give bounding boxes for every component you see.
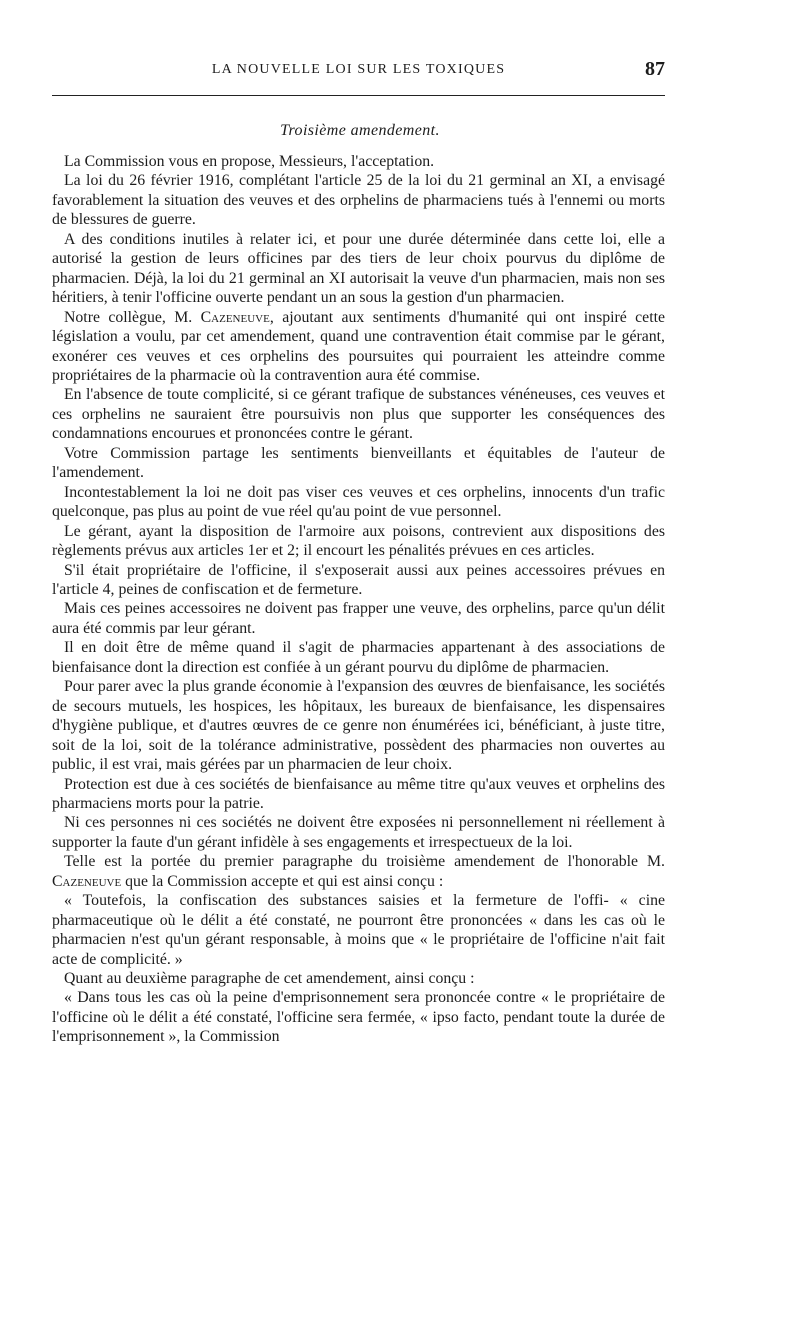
paragraph: Protection est due à ces sociétés de bienfaisance au même titre qu'aux veuves et orphelins des pharmaciens morts pour la patrie. [52,775,665,812]
page-number: 87 [645,58,665,80]
paragraph: A des conditions inutiles à relater ici, et pour une durée déterminée dans cette loi, elle a autorisé la gestion de leurs officines par des tiers de leur choix pourvus du diplôme de pharmacien. Déjà, la loi du 21 germinal an XI autorisait la veuve d'un pharmacien, mais non ses héritiers, à tenir l'officine ouverte pendant un an sous la gestion d'un pharmacien. [52,230,665,307]
paragraph: Votre Commission partage les sentiments bienveillants et équitables de l'auteur de l'amendement. [52,444,665,482]
paragraph: Quant au deuxième paragraphe de cet amendement, ainsi conçu : [64,970,475,988]
inline-text: que la Commission accepte et qui est ainsi conçu : [125,872,444,890]
section-title: Troisième amendement. [280,122,440,139]
paragraph: Il en doit être de même quand il s'agit de pharmacies appartenant à des associations de bienfaisance dont la direction est confiée à un gérant pourvu du diplôme de pharmacien. [52,639,665,676]
paragraph: S'il était propriétaire de l'officine, il s'exposerait aussi aux peines accessoires prévues en l'article 4, peines de confiscation et de fermeture. [52,561,665,598]
paragraph [52,852,665,891]
running-head: LA NOUVELLE LOI SUR LES TOXIQUES [211,62,506,77]
inline-text: ajoutant aux sentiments d'humanité qui ont inspiré cette législation a voulu, par cet amendement, quand une contravention était commise par le gérant, exonérer ces veuves et ces orphelins des poursuites qui pourraient les atteindre comme propriétaires de la pharmacie où la contravention aura été commise. [52,308,665,384]
paragraph: Mais ces peines accessoires ne doivent pas frapper une veuve, des orphelins, parce qu'un délit aura été commis par leur gérant. [52,600,665,637]
author-name: Cazeneuve [200,308,270,326]
page-header [52,60,665,82]
header-rule [52,95,665,96]
paragraph: La Commission vous en propose, Messieurs, l'acceptation. [64,153,435,170]
author-name: Cazeneuve [52,872,122,890]
paragraph: La loi du 26 février 1916, complétant l'article 25 de la loi du 21 germinal an XI, a envisagé favorablement la situation des veuves et des orphelins de pharmaciens tués à l'ennemi ou morts de blessures de guerre. [52,172,665,229]
paragraph: Pour parer avec la plus grande économie à l'expansion des œuvres de bienfaisance, les sociétés de secours mutuels, les hospices, les hôpitaux, les bureaux de bienfaisance, les dispensaires d'hygiène publique, et d'autres œuvres de ce genre non énumérées ici, bénéficiant, à juste titre, soit de la loi, soit de la tolérance administrative, possèdent des pharmacies non ouvertes au public, il est vrai, mais gérées par un pharmacien de leur choix. [52,678,665,774]
paragraph: Le gérant, ayant la disposition de l'armoire aux poisons, contrevient aux dispositions des règlements prévus aux articles 1er et 2; il encourt les pénalités prévues en ces articles. [52,522,665,560]
inline-text: Notre collègue, M. [64,308,193,326]
quotation: « Toutefois, la confiscation des substances saisies et la fermeture de l'offi- « cine pharmaceutique où le délit a été constaté, ne pourront être prononcées « dans les cas où le pharmacien n'est qu'un gérant responsable, à moins que « le propriétaire de l'officine n'ait fait acte de complicité. » [52,892,665,968]
paragraph: Notre collègue, M. Cazeneuve, ajoutant aux sentiments d'humanité qui ont inspiré cette législation a voulu, par cet amendement, quand une contravention était commise par le gérant, exonérer ces veuves et ces orphelins des poursuites qui pourraient les atteindre comme propriétaires de la pharmacie où la contravention aura été commise. [52,308,665,384]
paragraph: En l'absence de toute complicité, si ce gérant trafique de substances vénéneuses, ces veuves et ces orphelins ne sauraient être poursuivis non plus que supporter les conséquences des condamnations encourues et prononcées contre le gérant. [52,386,665,443]
paragraph: Incontestablement la loi ne doit pas viser ces veuves et ces orphelins, innocents d'un trafic quelconque, pas plus au point de vue réel qu'au point de vue personnel. [52,483,665,521]
body-text [52,152,665,1047]
inline-text: Telle est la portée du premier paragraphe du troisième amendement de l'honorable M. [64,853,665,871]
quotation: « Dans tous les cas où la peine d'emprisonnement sera prononcée contre « le propriétaire de l'officine où le délit a été constaté, l'officine sera fermée, « ipso facto, pendant toute la durée de l'emprisonnement », la Commission [52,989,665,1046]
paragraph: Ni ces personnes ni ces sociétés ne doivent être exposées ni personnellement ni réellement à supporter la faute d'un gérant infidèle à ses engagements et irrespectueux de la loi. [52,814,665,851]
